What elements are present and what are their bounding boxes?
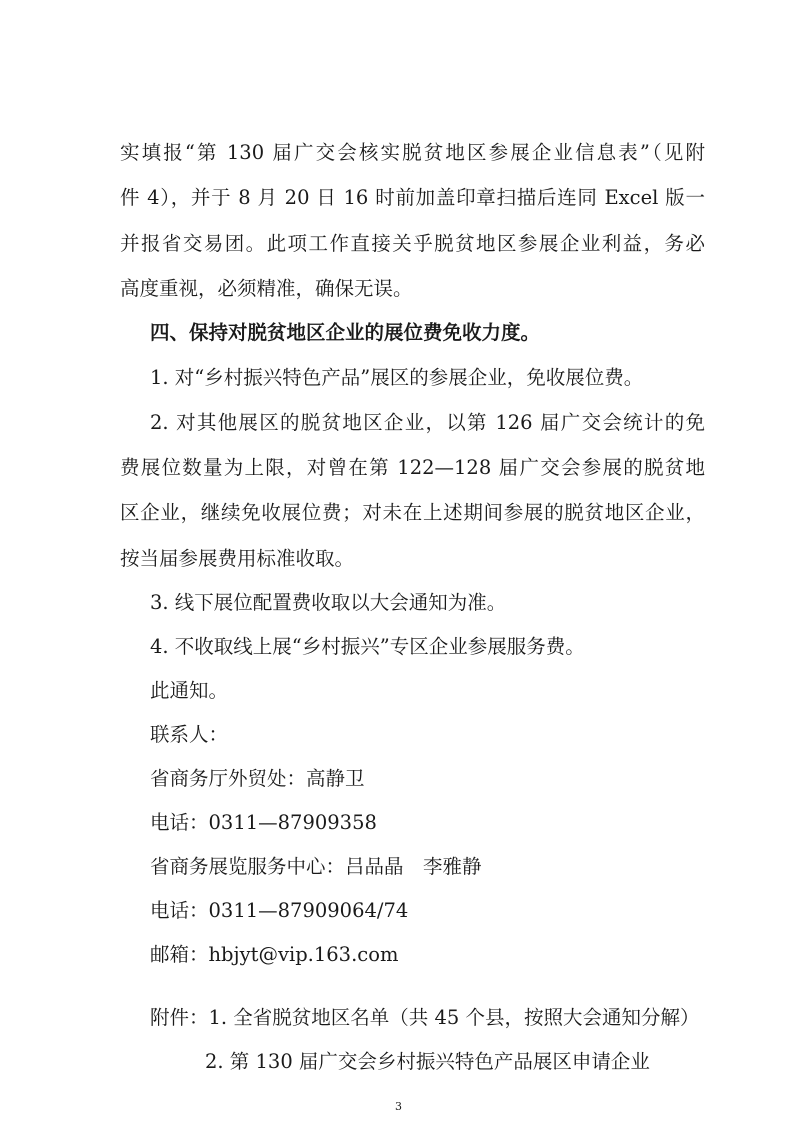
list-item-4: 4. 不收取线上展“乡村振兴”专区企业参展服务费。 xyxy=(150,635,585,658)
paragraph-line: 实填报“第 130 届广交会核实脱贫地区参展企业信息表”（见附 xyxy=(120,141,705,164)
contact-dept-1: 省商务厅外贸处：高静卫 xyxy=(150,767,365,790)
list-item-2-line: 2. 对其他展区的脱贫地区企业，以第 126 届广交会统计的免 xyxy=(150,411,705,434)
paragraph-line: 高度重视，必须精准，确保无误。 xyxy=(120,277,413,300)
paragraph-line: 件 4），并于 8 月 20 日 16 时前加盖印章扫描后连同 Excel 版一 xyxy=(120,186,705,209)
contacts-label: 联系人： xyxy=(150,723,229,746)
list-item-1: 1. 对“乡村振兴特色产品”展区的参展企业，免收展位费。 xyxy=(150,366,644,389)
section-heading: 四、保持对脱贫地区企业的展位费免收力度。 xyxy=(150,321,541,344)
list-item-3: 3. 线下展位配置费收取以大会通知为准。 xyxy=(150,591,507,614)
contact-phone-2: 电话：0311—87909064/74 xyxy=(150,899,409,922)
attachment-2: 2. 第 130 届广交会乡村振兴特色产品展区申请企业 xyxy=(205,1050,650,1073)
paragraph-line: 并报省交易团。此项工作直接关乎脱贫地区参展企业利益，务必 xyxy=(120,232,705,255)
contact-dept-2: 省商务展览服务中心：吕品晶 李雅静 xyxy=(150,855,482,878)
list-item-2-line: 区企业，继续免收展位费；对未在上述期间参展的脱贫地区企业， xyxy=(120,501,705,524)
page-number: 3 xyxy=(395,1100,402,1113)
contact-phone-1: 电话：0311—87909358 xyxy=(150,811,377,834)
closing-text: 此通知。 xyxy=(150,679,229,702)
attachment-1: 附件：1. 全省脱贫地区名单（共 45 个县，按照大会通知分解） xyxy=(150,1006,700,1029)
contact-email: 邮箱：hbjyt@vip.163.com xyxy=(150,943,399,966)
list-item-2-line: 按当届参展费用标准收取。 xyxy=(120,547,355,570)
list-item-2-line: 费展位数量为上限，对曾在第 122—128 届广交会参展的脱贫地 xyxy=(120,456,705,479)
